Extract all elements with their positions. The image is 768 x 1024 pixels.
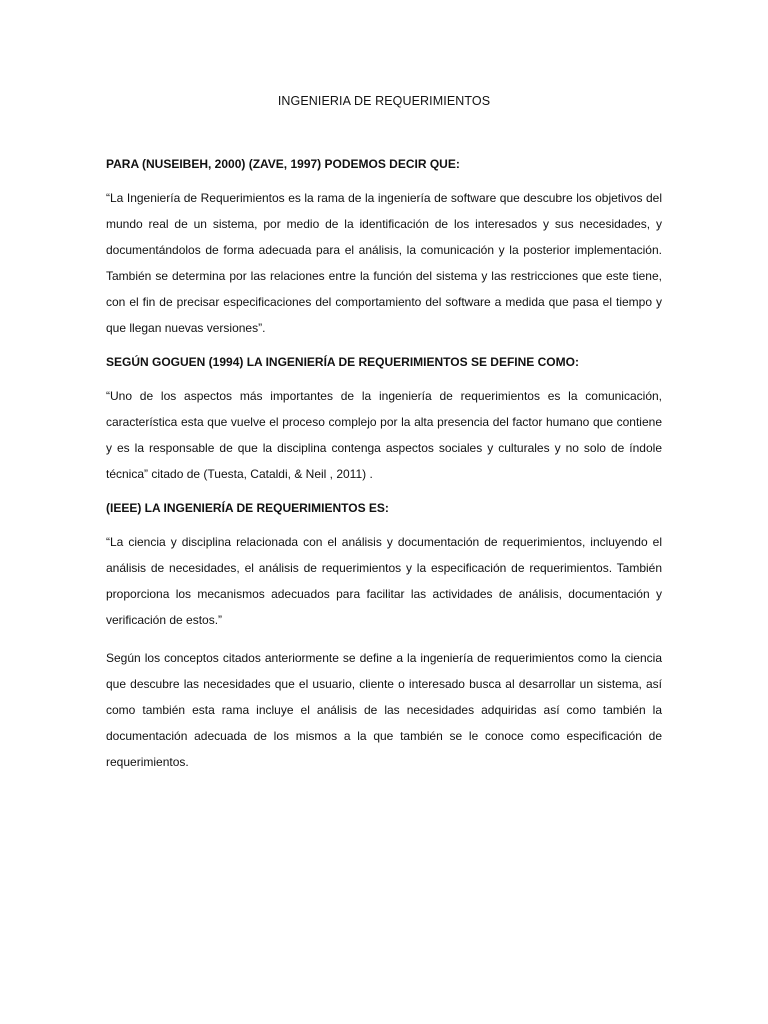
conclusion-paragraph: Según los conceptos citados anteriormente se define a la ingeniería de requerimientos como la ciencia que descubre las necesidades que el usuario, cliente o interesado busca al desarrollar un sistema, así como también esta rama incluye el análisis de las necesidades adquiridas así como también la documentación adecuada de los mismos a la que también se le conoce como especificación de requerimientos. — [106, 651, 662, 769]
document-title: INGENIERIA DE REQUERIMIENTOS — [277, 94, 491, 108]
quote-nuseibeh: “La Ingeniería de Requerimientos es la rama de la ingeniería de software que descubre los objetivos del mundo real de un sistema, por medio de la identificación de los interesados y sus necesidades, y documentándolos de forma adecuada para el análisis, la comunicación y la posterior implementación. También se determina por las relaciones entre la función del sistema y las restricciones que este tiene, con el fin de precisar especificaciones del comportamiento del software a medida que pasa el tiempo y que llegan nuevas versiones”. — [106, 191, 662, 335]
document-body — [106, 92, 662, 775]
section-heading-nuseibeh: PARA (NUSEIBEH, 2000) (ZAVE, 1997) PODEMOS DECIR QUE: — [106, 157, 460, 171]
section-heading-ieee: (IEEE) LA INGENIERÍA DE REQUERIMIENTOS ES: — [106, 501, 389, 515]
section-heading-goguen: SEGÚN GOGUEN (1994) LA INGENIERÍA DE REQUERIMIENTOS SE DEFINE COMO: — [106, 355, 579, 369]
quote-ieee: “La ciencia y disciplina relacionada con el análisis y documentación de requerimientos, incluyendo el análisis de necesidades, el análisis de requerimientos y la especificación de requerimientos. También proporciona los mecanismos adecuados para facilitar las actividades de análisis, documentación y verificación de estos.” — [106, 535, 662, 627]
quote-goguen: “Uno de los aspectos más importantes de la ingeniería de requerimientos es la comunicación, característica esta que vuelve el proceso complejo por la alta presencia del factor humano que contiene y es la responsable de que la disciplina contenga aspectos sociales y culturales y no solo de índole técnica” citado de (Tuesta, Cataldi, & Neil , 2011) . — [106, 389, 662, 481]
